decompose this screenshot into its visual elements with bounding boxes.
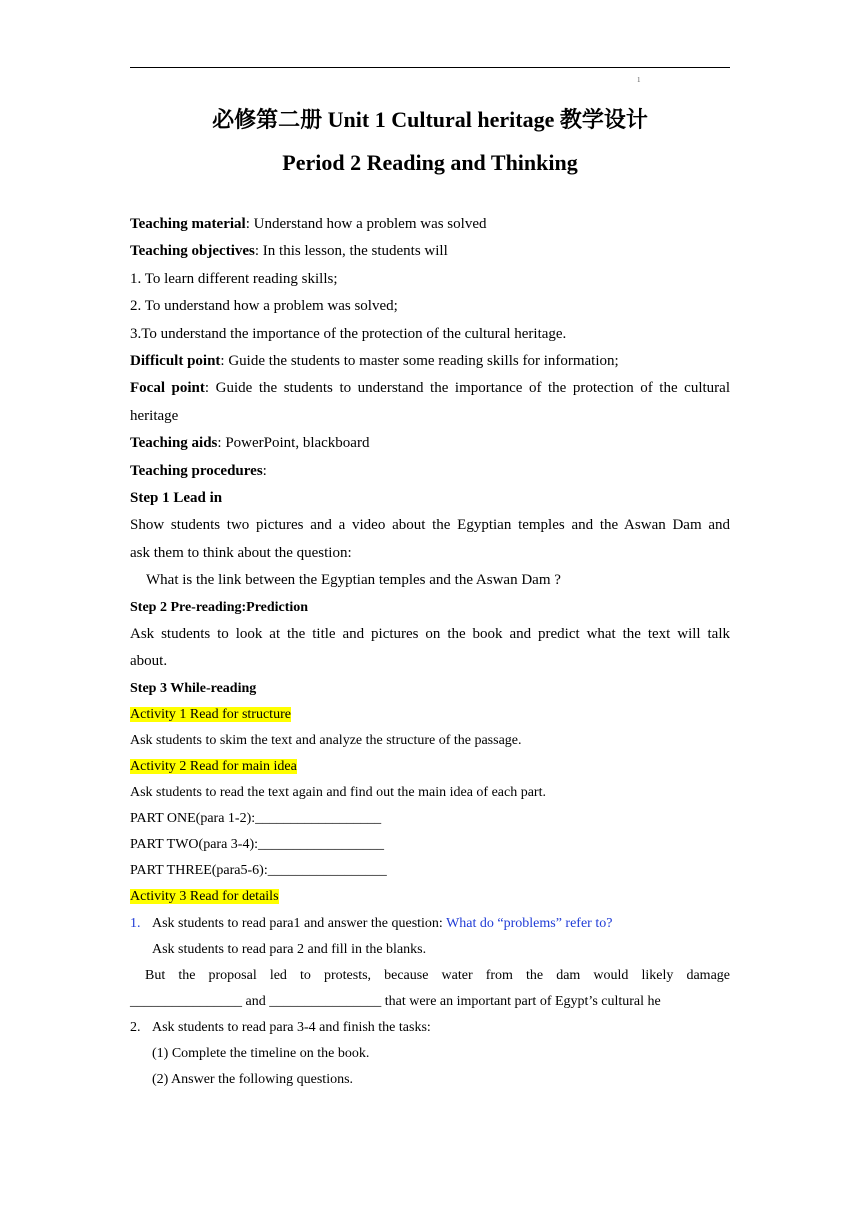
teaching-procedures-label: Teaching procedures — [130, 463, 263, 479]
step-1-heading: Step 1 Lead in — [130, 490, 223, 506]
difficult-point — [130, 351, 730, 371]
activity-1-highlight: Activity 1 Read for structure — [130, 707, 291, 722]
fill-blank-line-2: ________________ and ________________ that were an important part of Egypt’s cultural he — [130, 994, 661, 1009]
detail-item-2-text: Ask students to read para 3-4 and finish the tasks: — [152, 1020, 431, 1035]
part-three-blank: PART THREE(para5-6):_________________ — [130, 863, 387, 878]
detail-item-1-number: 1. — [130, 916, 141, 931]
step-2-text-line-2: about. — [130, 653, 168, 669]
teaching-aids — [130, 433, 730, 453]
detail-item-1-question: What do “problems” refer to? — [446, 916, 613, 931]
teaching-aids-text: : PowerPoint, blackboard — [217, 435, 370, 451]
detail-item-1 — [130, 914, 730, 934]
detail-item-1-sub: Ask students to read para 2 and fill in the blanks. — [152, 942, 427, 957]
fill-blank-line-1: But the proposal led to protests, because water from the dam would likely damage — [145, 968, 730, 983]
difficult-point-text: : Guide the students to master some reading skills for information; — [220, 353, 619, 369]
teaching-aids-label: Teaching aids — [130, 435, 218, 451]
header-mark: 1 — [637, 76, 641, 84]
teaching-objectives-text: : In this lesson, the students will — [254, 243, 448, 259]
teaching-procedures — [130, 461, 730, 481]
difficult-point-label: Difficult point — [130, 353, 221, 369]
teaching-objectives — [130, 241, 730, 261]
teaching-material — [130, 214, 730, 234]
activity-2-heading — [130, 757, 730, 777]
step-3-heading: Step 3 While-reading — [130, 681, 257, 696]
activity-2-text: Ask students to read the text again and find out the main idea of each part. — [130, 785, 546, 800]
teaching-material-text: : Understand how a problem was solved — [245, 216, 487, 232]
step-1-question: What is the link between the Egyptian temples and the Aswan Dam ? — [146, 572, 561, 588]
objective-1: 1. To learn different reading skills; — [130, 271, 338, 287]
focal-point — [130, 378, 730, 398]
activity-1-text: Ask students to skim the text and analyze the structure of the passage. — [130, 733, 522, 748]
header-rule — [130, 67, 730, 68]
document-subtitle: Period 2 Reading and Thinking — [282, 150, 578, 175]
activity-3-heading — [130, 887, 730, 907]
activity-2-highlight: Activity 2 Read for main idea — [130, 759, 297, 774]
objective-3: 3.To understand the importance of the protection of the cultural heritage. — [130, 326, 567, 342]
step-2-text-line-1: Ask students to look at the title and pictures on the book and predict what the text will talk — [130, 626, 730, 642]
focal-point-continued: heritage — [130, 408, 179, 424]
step-1-text-line-2: ask them to think about the question: — [130, 545, 352, 561]
detail-item-1-text: Ask students to read para1 and answer the question: — [152, 916, 447, 931]
focal-point-label: Focal point — [130, 380, 205, 396]
activity-1-heading — [130, 705, 730, 725]
detail-item-2-number: 2. — [130, 1020, 141, 1035]
step-2-heading: Step 2 Pre-reading:Prediction — [130, 600, 309, 615]
teaching-material-label: Teaching material — [130, 216, 246, 232]
activity-3-highlight: Activity 3 Read for details — [130, 889, 279, 904]
task-2: (2) Answer the following questions. — [152, 1072, 354, 1087]
task-1: (1) Complete the timeline on the book. — [152, 1046, 370, 1061]
step-1-text-line-1: Show students two pictures and a video about the Egyptian temples and the Aswan Dam and — [130, 517, 730, 533]
part-one-blank: PART ONE(para 1-2):__________________ — [130, 811, 382, 826]
teaching-objectives-label: Teaching objectives — [130, 243, 255, 259]
document-title: 必修第二册 Unit 1 Cultural heritage 教学设计 — [212, 107, 648, 132]
detail-item-2 — [130, 1018, 730, 1038]
focal-point-text: : Guide the students to understand the importance of the protection of the cultural — [204, 380, 730, 396]
objective-2: 2. To understand how a problem was solved; — [130, 298, 398, 314]
part-two-blank: PART TWO(para 3-4):__________________ — [130, 837, 384, 852]
teaching-procedures-colon: : — [262, 463, 267, 479]
